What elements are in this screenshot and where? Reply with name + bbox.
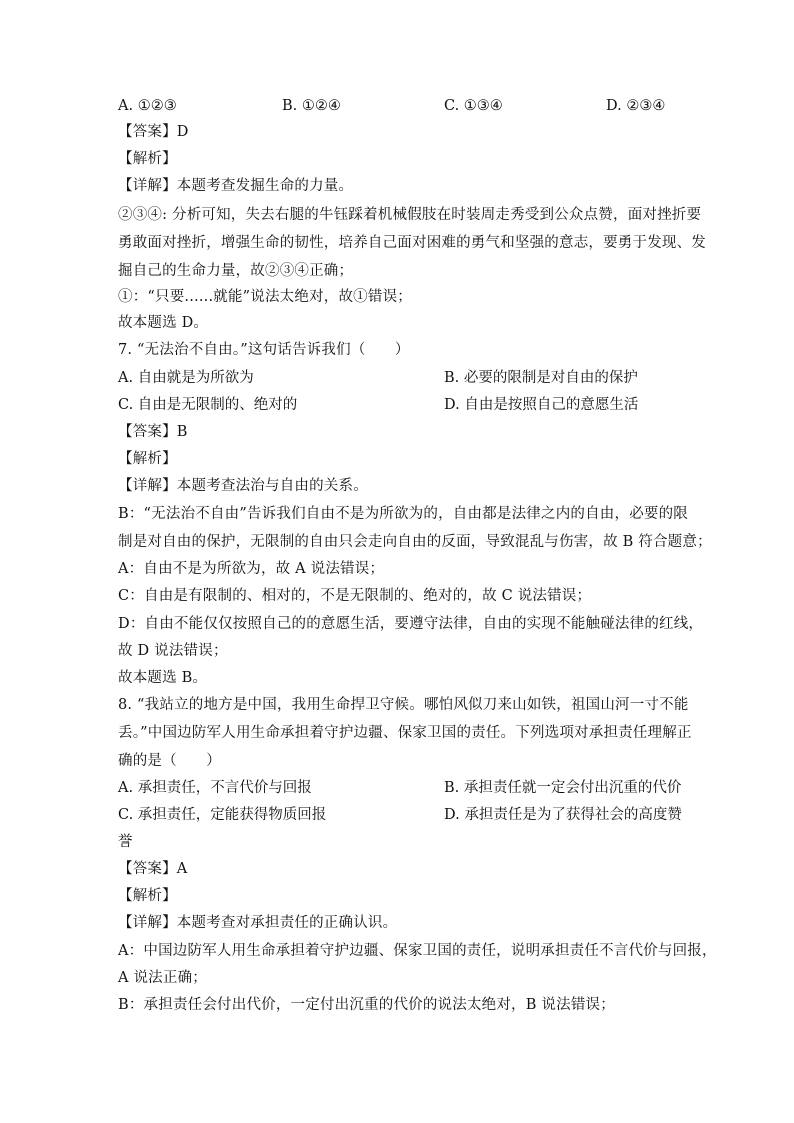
q7-explanation-line: D：自由不能仅仅按照自己的的意愿生活，要遵守法律，自由的实现不能触碰法律的红线， [118, 616, 704, 632]
q7-explanation-line: A：自由不是为所欲为，故 A 说法错误； [118, 561, 385, 577]
q7-option-d: D. 自由是按照自己的意愿生活 [444, 397, 639, 413]
q7-analysis-label: 【解析】 [118, 451, 177, 467]
q8-analysis-label: 【解析】 [118, 888, 177, 904]
q6-explanation-line: ①：“只要......就能”说法太绝对，故①错误； [118, 289, 412, 305]
q8-answer: 【答案】A [118, 861, 188, 877]
q7-option-b: B. 必要的限制是对自由的保护 [444, 370, 638, 386]
q8-option-d-wrap: 誉 [118, 834, 133, 850]
q8-option-a: A. 承担责任，不言代价与回报 [118, 780, 312, 796]
q8-explanation-line: A：中国边防军人用生命承担着守护边疆、保家卫国的责任，说明承担责任不言代价与回报， [118, 943, 717, 959]
q7-explanation-line: B：“无法治不自由”告诉我们自由不是为所欲为的，自由都是法律之内的自由，必要的限 [118, 506, 688, 522]
q8-stem-line: 确的是（ ） [118, 753, 221, 769]
q7-explanation-line: 制是对自由的保护，无限制的自由只会走向自由的反面，导致混乱与伤害，故 B 符合题意； [118, 534, 712, 550]
q7-option-a: A. 自由就是为所欲为 [118, 370, 254, 386]
q6-analysis-label: 【解析】 [118, 151, 177, 167]
q6-option-a: A. ①②③ [118, 98, 177, 114]
q6-option-c: C. ①③④ [444, 98, 503, 114]
q6-explanation-line: 掘自己的生命力量，故②③④正确； [118, 263, 354, 279]
q6-option-b: B. ①②④ [282, 98, 341, 114]
q8-explanation-line: B：承担责任会付出代价，一定付出沉重的代价的说法太绝对，B 说法错误； [118, 997, 615, 1013]
q8-stem-line: 丢。”中国边防军人用生命承担着守护边疆、保家卫国的责任。下列选项对承担责任理解正 [118, 725, 692, 741]
q6-option-d: D. ②③④ [606, 98, 666, 114]
q7-answer: 【答案】B [118, 424, 188, 440]
q8-stem-line: 8. “我站立的地方是中国，我用生命捍卫守候。哪怕风似刀来山如铁，祖国山河一寸不能 [118, 697, 689, 713]
q7-option-c: C. 自由是无限制的、绝对的 [118, 397, 298, 413]
q8-option-d: D. 承担责任是为了获得社会的高度赞 [444, 807, 682, 823]
q6-explanation-line: ②③④: 分析可知，失去右腿的牛钰踩着机械假肢在时装周走秀受到公众点赞，面对挫折要 [118, 207, 702, 223]
q6-explanation-line: 勇敢面对挫折，增强生命的韧性，培养自己面对困难的勇气和坚强的意志，要勇于发现、发 [118, 235, 706, 251]
q7-detail: 【详解】本题考查法治与自由的关系。 [118, 478, 368, 494]
q6-answer: 【答案】D [118, 124, 189, 140]
q6-detail: 【详解】本题考查发掘生命的力量。 [118, 178, 354, 194]
q8-option-c: C. 承担责任，定能获得物质回报 [118, 807, 327, 823]
q7-explanation-line: C：自由是有限制的、相对的，不是无限制的、绝对的，故 C 说法错误； [118, 588, 592, 604]
q8-detail: 【详解】本题考查对承担责任的正确认识。 [118, 915, 398, 931]
q7-stem: 7. “无法治不自由。”这句话告诉我们（ ） [118, 342, 410, 358]
q6-conclusion: 故本题选 D。 [118, 315, 209, 331]
q7-explanation-line: 故 D 说法错误； [118, 643, 228, 659]
q8-explanation-line: A 说法正确； [118, 970, 207, 986]
q7-conclusion: 故本题选 B。 [118, 670, 208, 686]
q8-option-b: B. 承担责任就一定会付出沉重的代价 [444, 780, 682, 796]
